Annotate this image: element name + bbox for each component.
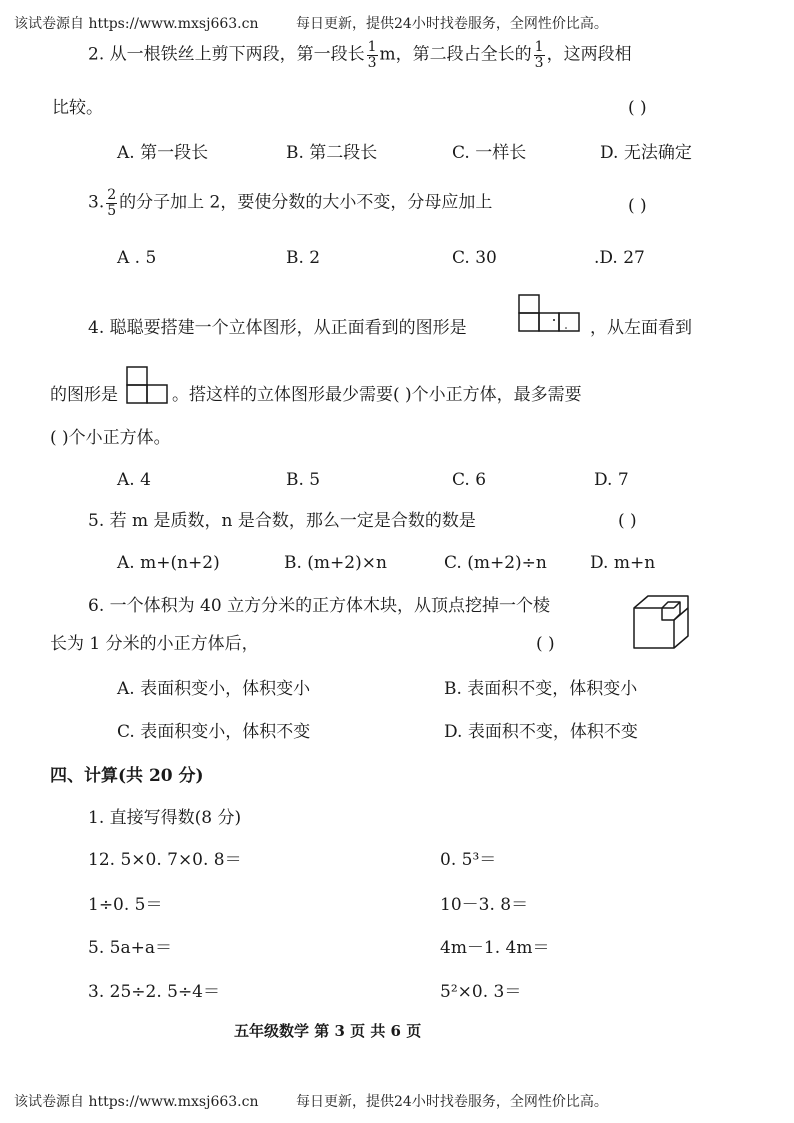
q3-line: [88, 188, 492, 218]
front-view-figure: [518, 294, 580, 334]
q4-text-line1a: 4. 聪聪要搭建一个立体图形，从正面看到的图形是: [88, 318, 467, 338]
q3-option-d: .D. 27: [594, 248, 645, 268]
q2-text-part2: m，第二段占全长的: [379, 44, 532, 65]
q2-option-b: B. 第二段长: [286, 143, 378, 163]
q4-text-line2b: 。搭这样的立体图形最少需要( )个小正方体，最多需要: [172, 385, 582, 405]
q3-number: 3.: [88, 192, 105, 213]
q3-option-b: B. 2: [286, 248, 321, 268]
page-footer: 五年级数学 第 3 页 共 6 页: [234, 1022, 422, 1040]
calc-right-3: 4m－1. 4m＝: [440, 938, 550, 958]
calc-right-1: 0. 5³＝: [440, 850, 497, 870]
q6-option-d: D. 表面积不变，体积不变: [444, 722, 638, 742]
header-note: 每日更新，提供24小时找卷服务，全网性价比高。: [296, 16, 608, 32]
q6-option-b: B. 表面积不变，体积变小: [444, 679, 638, 699]
cube-with-notch-figure: [632, 592, 692, 650]
q2-line2: 比较。: [52, 98, 103, 118]
calc-right-2: 10－3. 8＝: [440, 895, 529, 915]
section4-sub1: 1. 直接写得数(8 分): [88, 808, 242, 828]
q6-answer-paren: ( ): [536, 634, 555, 654]
q2-text-part3: ，这两段相: [546, 44, 632, 65]
q6-text-line2: 长为 1 分米的小正方体后，: [50, 634, 259, 654]
q2-option-d: D. 无法确定: [600, 143, 692, 163]
q2-line1: [88, 40, 632, 70]
q3-text: 的分子加上 2，要使分数的大小不变，分母应加上: [119, 192, 493, 213]
section4-title: 四、计算(共 20 分): [50, 766, 204, 786]
q2-option-a: A. 第一段长: [117, 143, 209, 163]
q3-fraction: $\frac{2}{5}$: [107, 187, 117, 219]
q4-option-d: D. 7: [594, 470, 629, 490]
calc-left-4: 3. 25÷2. 5÷4＝: [88, 982, 220, 1002]
calc-left-3: 5. 5a+a＝: [88, 938, 172, 958]
q5-option-b: B. (m+2)×n: [284, 553, 387, 573]
q5-option-d: D. m+n: [590, 553, 656, 573]
q5-option-c: C. (m+2)÷n: [444, 553, 547, 573]
q3-answer-paren: ( ): [628, 196, 647, 216]
q4-text-line2a: 的图形是: [50, 385, 118, 405]
bottom-source: 该试卷源自 https://www.mxsj663.cn: [14, 1094, 259, 1110]
q4-option-a: A. 4: [117, 470, 151, 490]
q3-option-c: C. 30: [452, 248, 497, 268]
q5-text: 5. 若 m 是质数，n 是合数，那么一定是合数的数是: [88, 511, 476, 531]
q6-text-line1: 6. 一个体积为 40 立方分米的正方体木块，从顶点挖掉一个棱: [88, 596, 551, 616]
q5-answer-paren: ( ): [618, 511, 637, 531]
bottom-note: 每日更新，提供24小时找卷服务，全网性价比高。: [296, 1094, 608, 1110]
q2-text-part1: 2. 从一根铁丝上剪下两段，第一段长: [88, 44, 365, 65]
q2-option-c: C. 一样长: [452, 143, 527, 163]
calc-left-1: 12. 5×0. 7×0. 8＝: [88, 850, 242, 870]
q4-option-b: B. 5: [286, 470, 321, 490]
q4-text-line3: ( )个小正方体。: [50, 428, 171, 448]
q4-text-line1b: ，从左面看到: [590, 318, 692, 338]
calc-right-4: 5²×0. 3＝: [440, 982, 522, 1002]
q5-option-a: A. m+(n+2): [117, 553, 220, 573]
q2-answer-paren: ( ): [628, 98, 647, 118]
q4-option-c: C. 6: [452, 470, 487, 490]
calc-left-2: 1÷0. 5＝: [88, 895, 163, 915]
left-view-figure: [126, 366, 168, 406]
q3-option-a: A . 5: [117, 248, 157, 268]
q2-fraction-1: $\frac{1}{3}$: [367, 39, 377, 71]
q2-fraction-2: $\frac{1}{3}$: [534, 39, 544, 71]
q6-option-a: A. 表面积变小，体积变小: [117, 679, 311, 699]
header-source: 该试卷源自 https://www.mxsj663.cn: [14, 16, 259, 32]
q6-option-c: C. 表面积变小，体积不变: [117, 722, 311, 742]
